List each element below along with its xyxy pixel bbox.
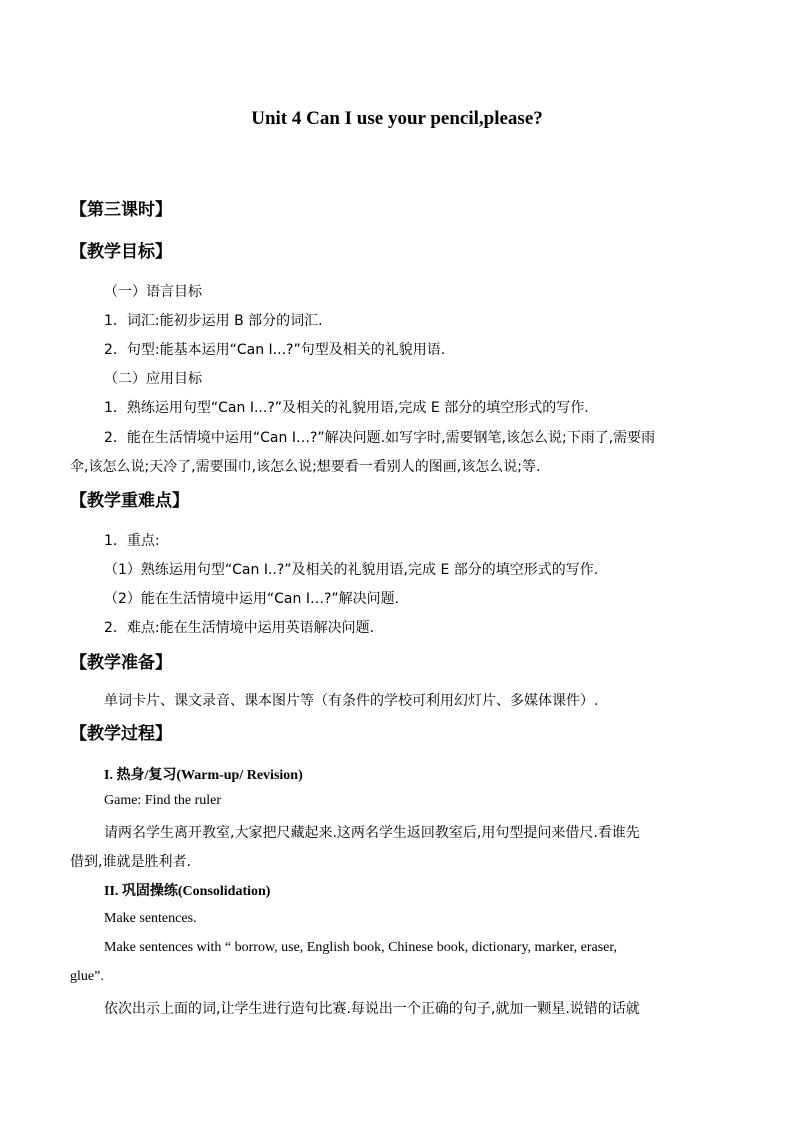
step-1-title: I. 热身/复习(Warm-up/ Revision): [104, 768, 303, 783]
application-goal-1: 1．熟练运用句型“Can I...?”及相关的礼貌用语,完成 E 部分的填空形式的写作.: [104, 400, 589, 416]
keypoint-1-item-1: （1）熟练运用句型“Can I..?”及相关的礼貌用语,完成 E 部分的填空形式的写作.: [104, 562, 599, 578]
step-2-description: 依次出示上面的词,让学生进行造句比赛.每说出一个正确的句子,就加一颗星.说错的话就: [104, 1001, 640, 1017]
language-goal-2: 2．句型:能基本运用“Can I...?”句型及相关的礼貌用语.: [104, 342, 446, 358]
step-2-make-sentences: Make sentences.: [104, 911, 197, 926]
application-goal-2-line-2: 伞,该怎么说;天冷了,需要围巾,该怎么说;想要看一看别人的图画,该怎么说;等.: [70, 459, 541, 475]
language-goal-1: 1．词汇:能初步运用 B 部分的词汇.: [104, 313, 323, 329]
step-1-description-line-1: 请两名学生离开教室,大家把尺藏起来.这两名学生返回教室后,用句型提问来借尺.看谁先: [104, 825, 640, 841]
keypoints-heading: 【教学重难点】: [70, 491, 189, 511]
keypoint-1-title: 1．重点:: [104, 533, 160, 549]
preparation-heading: 【教学准备】: [70, 653, 172, 673]
step-2-title: II. 巩固操练(Consolidation): [104, 884, 271, 899]
step-2-words-line-1: Make sentences with “ borrow, use, English book, Chinese book, dictionary, marker, eraser,: [104, 940, 617, 955]
keypoint-2: 2．难点:能在生活情境中运用英语解决问题.: [104, 620, 375, 636]
step-1-game: Game: Find the ruler: [104, 793, 222, 808]
lesson-heading: 【第三课时】: [70, 200, 172, 220]
step-1-description-line-2: 借到,谁就是胜利者.: [70, 854, 191, 870]
preparation-text: 单词卡片、课文录音、课本图片等（有条件的学校可利用幻灯片、多媒体课件）.: [104, 693, 599, 709]
step-2-words-line-2: glue”.: [70, 969, 104, 984]
application-goal-2-line-1: 2．能在生活情境中运用“Can I…?”解决问题.如写字时,需要钢笔,该怎么说;下雨了,需要雨: [104, 430, 656, 446]
keypoint-1-item-2: （2）能在生活情境中运用“Can I…?”解决问题.: [104, 591, 400, 607]
application-goals-title: （二）应用目标: [104, 371, 202, 387]
document-title: Unit 4 Can I use your pencil,please?: [251, 108, 543, 129]
process-heading: 【教学过程】: [70, 724, 172, 744]
goals-heading: 【教学目标】: [70, 242, 172, 262]
language-goals-title: （一）语言目标: [104, 284, 202, 300]
